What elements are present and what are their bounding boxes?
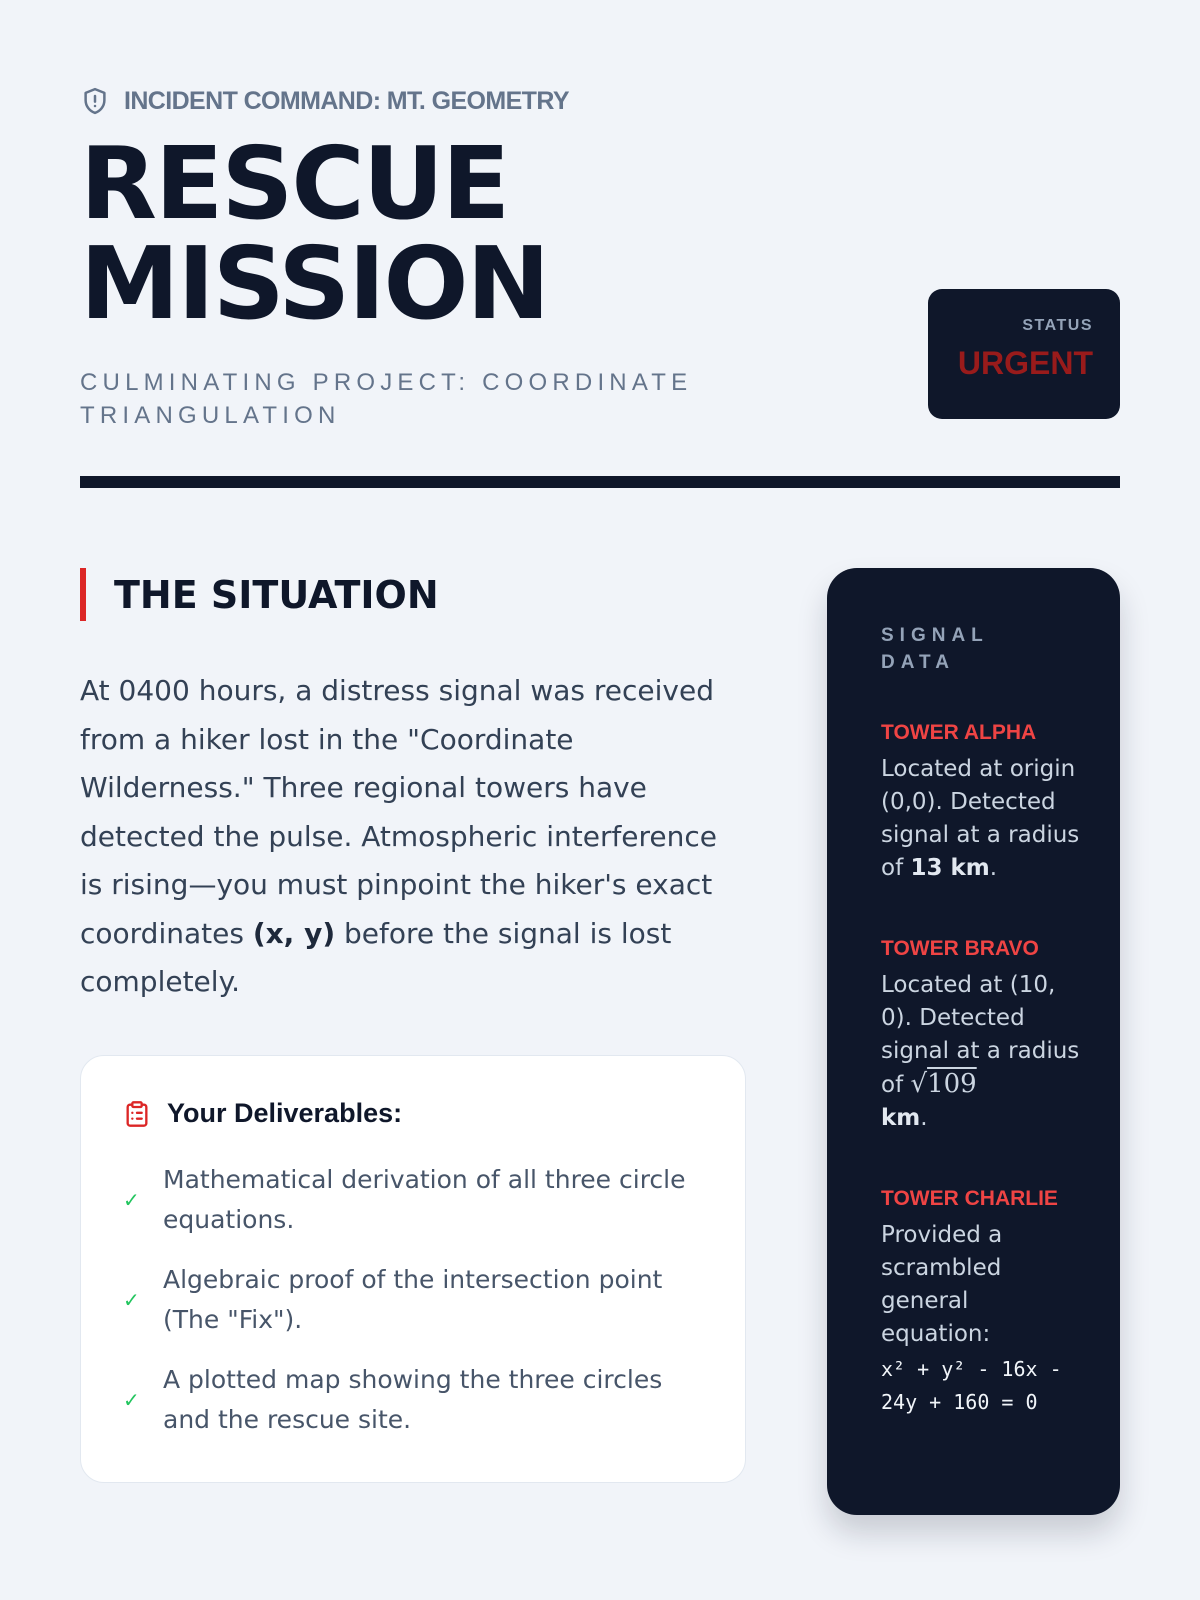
subtitle: CULMINATING PROJECT: COORDINATE TRIANGULATION xyxy=(80,369,693,429)
list-item-text: Algebraic proof of the intersection point (The "Fix"). xyxy=(163,1264,663,1334)
tower-radius: 13 km xyxy=(910,855,990,881)
check-icon: ✓ xyxy=(123,1387,140,1412)
list-item-text: A plotted map showing the three circles and the rescue site. xyxy=(163,1364,663,1434)
tower-description-text: Located at (10, 0). Detected signal at a radius of xyxy=(881,972,1080,1098)
tower-description: Provided a scrambled general equation: xyxy=(881,1222,1003,1347)
signal-data-label: SIGNAL DATA xyxy=(881,625,989,673)
check-icon: ✓ xyxy=(123,1187,140,1212)
list-item xyxy=(123,1260,703,1340)
list-item-text: Mathematical derivation of all three circle equations. xyxy=(163,1164,686,1234)
situation-column xyxy=(80,568,746,1483)
tower-description xyxy=(881,969,1080,1135)
tower-charlie xyxy=(881,1187,1080,1419)
tower-radius-sqrt xyxy=(910,1069,976,1099)
clipboard-list-icon xyxy=(123,1098,151,1130)
header-divider xyxy=(80,476,1120,488)
deliverables-list xyxy=(123,1160,703,1440)
tower-equation: x² + y² - 16x - 24y + 160 = 0 xyxy=(881,1357,1062,1414)
tower-name: TOWER BRAVO xyxy=(881,937,1039,960)
list-item xyxy=(123,1160,703,1240)
deliverables-header xyxy=(123,1096,703,1132)
signal-data-card xyxy=(827,568,1120,1515)
title-line-2: MISSION xyxy=(80,225,549,342)
section-heading xyxy=(80,568,746,621)
deliverables-card xyxy=(80,1055,746,1483)
check-icon: ✓ xyxy=(123,1287,140,1312)
kicker-text: INCIDENT COMMAND: MT. GEOMETRY xyxy=(124,86,569,115)
deliverables-title: Your Deliverables: xyxy=(167,1098,403,1128)
radical-sign: √ xyxy=(910,1069,928,1099)
tower-name: TOWER ALPHA xyxy=(881,721,1037,744)
tower-bravo xyxy=(881,937,1080,1135)
situation-text-before: At 0400 hours, a distress signal was received from a hiker lost in the "Coordinate Wilderness." Three regional towers have detected the pulse. Atmospheric interference is rising—you must pinpoint the hiker's exact coordinates xyxy=(80,674,718,950)
situation-text-bold: (x, y) xyxy=(252,916,336,950)
tower-radius-unit: km xyxy=(881,1105,921,1131)
title-line-1: RESCUE xyxy=(80,125,509,242)
tower-description-end: . xyxy=(989,855,998,881)
situation-text-after: before the signal is lost completely. xyxy=(80,916,672,998)
tower-description-end: . xyxy=(920,1105,928,1131)
status-label: STATUS xyxy=(1022,317,1093,334)
radicand: 109 xyxy=(927,1069,977,1099)
situation-text xyxy=(80,667,746,1007)
status-badge xyxy=(928,289,1120,419)
tower-alpha xyxy=(881,721,1080,885)
section-accent-bar xyxy=(80,568,86,621)
kicker xyxy=(80,84,1120,118)
section-title: THE SITUATION xyxy=(114,572,439,617)
tower-description-text: Located at origin (0,0). Detected signal at a radius of xyxy=(881,756,1080,881)
shield-alert-icon xyxy=(80,85,110,117)
tower-name: TOWER CHARLIE xyxy=(881,1187,1058,1210)
header xyxy=(80,0,1120,488)
status-value: URGENT xyxy=(957,345,1093,381)
tower-description xyxy=(881,753,1080,885)
main-content xyxy=(80,568,1120,1483)
list-item xyxy=(123,1360,703,1440)
